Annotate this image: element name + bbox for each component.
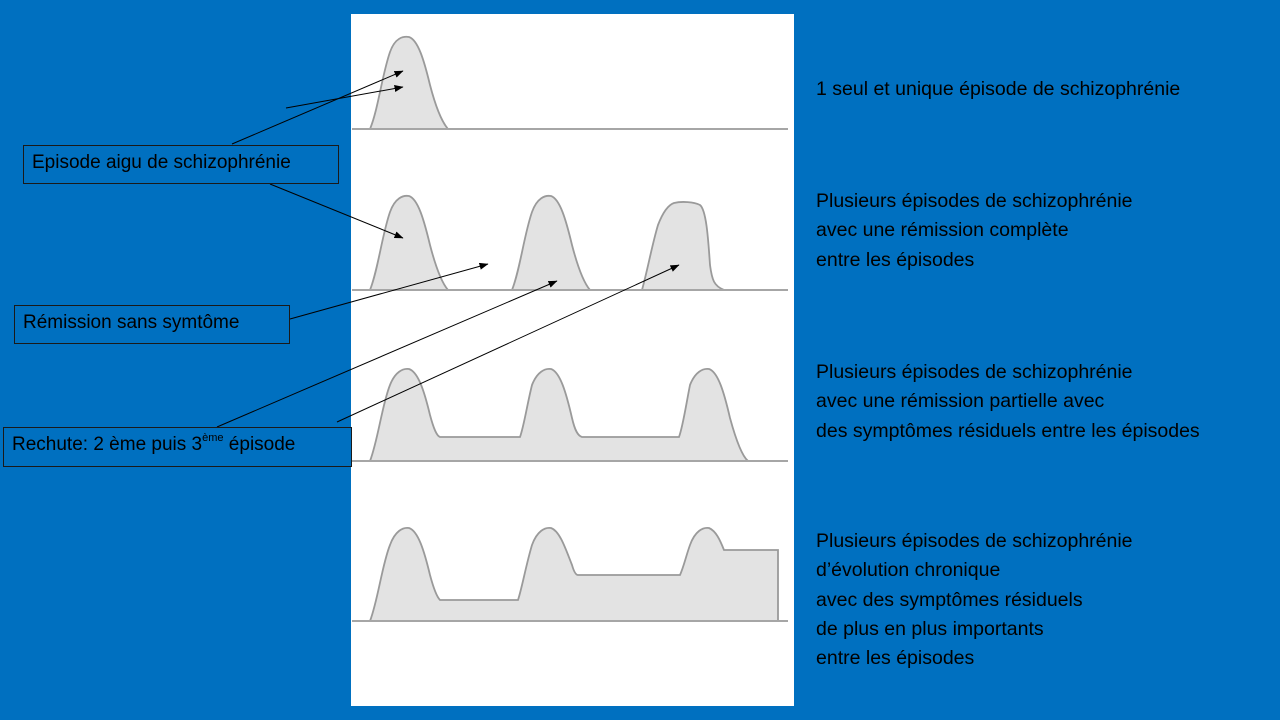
description-line: des symptômes résiduels entre les épisodes (816, 419, 1200, 442)
description-line: Plusieurs épisodes de schizophrénie (816, 361, 1133, 383)
callout-remission-label: Rémission sans symtôme (23, 312, 240, 333)
description-chronic-evolution (816, 527, 1133, 673)
description-line: avec une rémission partielle avec (816, 390, 1105, 413)
description-line: avec une rémission complète (816, 219, 1069, 242)
callout-acute-episode (23, 145, 339, 184)
description-line: Plusieurs épisodes de schizophrénie (816, 530, 1133, 552)
description-line: d’évolution chronique (816, 559, 1001, 582)
callout-remission (14, 305, 290, 344)
description-line: avec des symptômes résiduels (816, 588, 1083, 611)
callout-relapse-superscript: ème (202, 432, 224, 444)
description-line: Plusieurs épisodes de schizophrénie (816, 190, 1133, 212)
description-single-episode (816, 75, 1180, 104)
description-line: 1 seul et unique épisode de schizophrénie (816, 78, 1181, 100)
description-complete-remission (816, 187, 1133, 275)
callout-relapse-prefix: Rechute: 2 ème puis 3 (12, 434, 203, 455)
description-line: entre les épisodes (816, 248, 975, 271)
course-diagram-panel (351, 14, 794, 706)
callout-acute-label: Episode aigu de schizophrénie (32, 152, 291, 173)
description-line: de plus en plus importants (816, 617, 1044, 640)
description-line: entre les épisodes (816, 647, 975, 670)
description-partial-remission (816, 358, 1200, 446)
callout-relapse (3, 427, 352, 467)
callout-relapse-suffix: épisode (223, 434, 296, 455)
